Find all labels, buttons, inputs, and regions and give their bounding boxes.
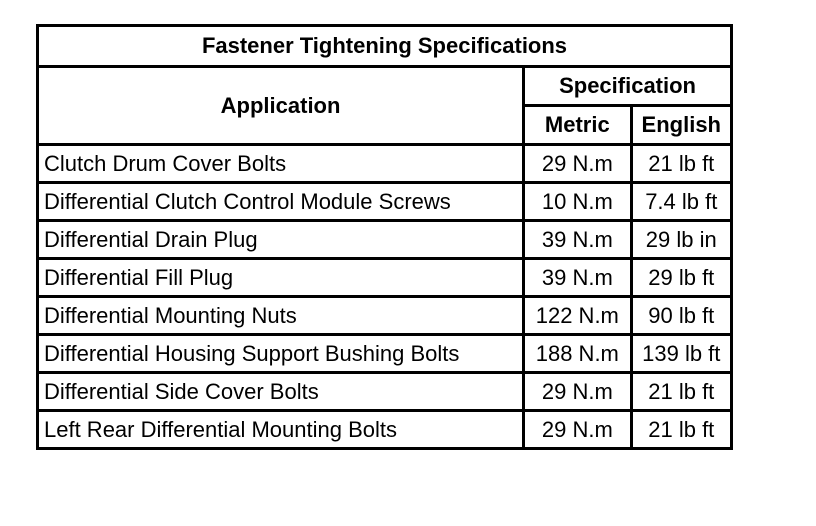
table-title: Fastener Tightening Specifications — [38, 26, 732, 67]
metric-cell: 122 N.m — [524, 297, 631, 335]
specification-header: Specification — [524, 67, 732, 106]
english-cell: 139 lb ft — [631, 335, 731, 373]
application-cell: Differential Clutch Control Module Screws — [38, 183, 524, 221]
application-cell: Differential Mounting Nuts — [38, 297, 524, 335]
table-row — [38, 221, 732, 259]
metric-cell: 29 N.m — [524, 145, 631, 183]
fastener-spec-table — [36, 24, 733, 450]
application-cell: Left Rear Differential Mounting Bolts — [38, 411, 524, 449]
english-header: English — [631, 106, 731, 145]
metric-cell: 29 N.m — [524, 411, 631, 449]
application-cell: Differential Housing Support Bushing Bolts — [38, 335, 524, 373]
metric-cell: 29 N.m — [524, 373, 631, 411]
application-header: Application — [38, 67, 524, 145]
table-row — [38, 373, 732, 411]
english-cell: 90 lb ft — [631, 297, 731, 335]
table-row — [38, 335, 732, 373]
application-cell: Differential Fill Plug — [38, 259, 524, 297]
table-row — [38, 145, 732, 183]
english-cell: 21 lb ft — [631, 145, 731, 183]
table-row — [38, 411, 732, 449]
application-cell: Clutch Drum Cover Bolts — [38, 145, 524, 183]
metric-cell: 10 N.m — [524, 183, 631, 221]
metric-cell: 188 N.m — [524, 335, 631, 373]
metric-cell: 39 N.m — [524, 221, 631, 259]
english-cell: 29 lb in — [631, 221, 731, 259]
application-cell: Differential Side Cover Bolts — [38, 373, 524, 411]
table-row — [38, 183, 732, 221]
metric-cell: 39 N.m — [524, 259, 631, 297]
english-cell: 7.4 lb ft — [631, 183, 731, 221]
metric-header: Metric — [524, 106, 631, 145]
table-row — [38, 297, 732, 335]
table-row — [38, 259, 732, 297]
english-cell: 21 lb ft — [631, 373, 731, 411]
application-cell: Differential Drain Plug — [38, 221, 524, 259]
english-cell: 21 lb ft — [631, 411, 731, 449]
english-cell: 29 lb ft — [631, 259, 731, 297]
